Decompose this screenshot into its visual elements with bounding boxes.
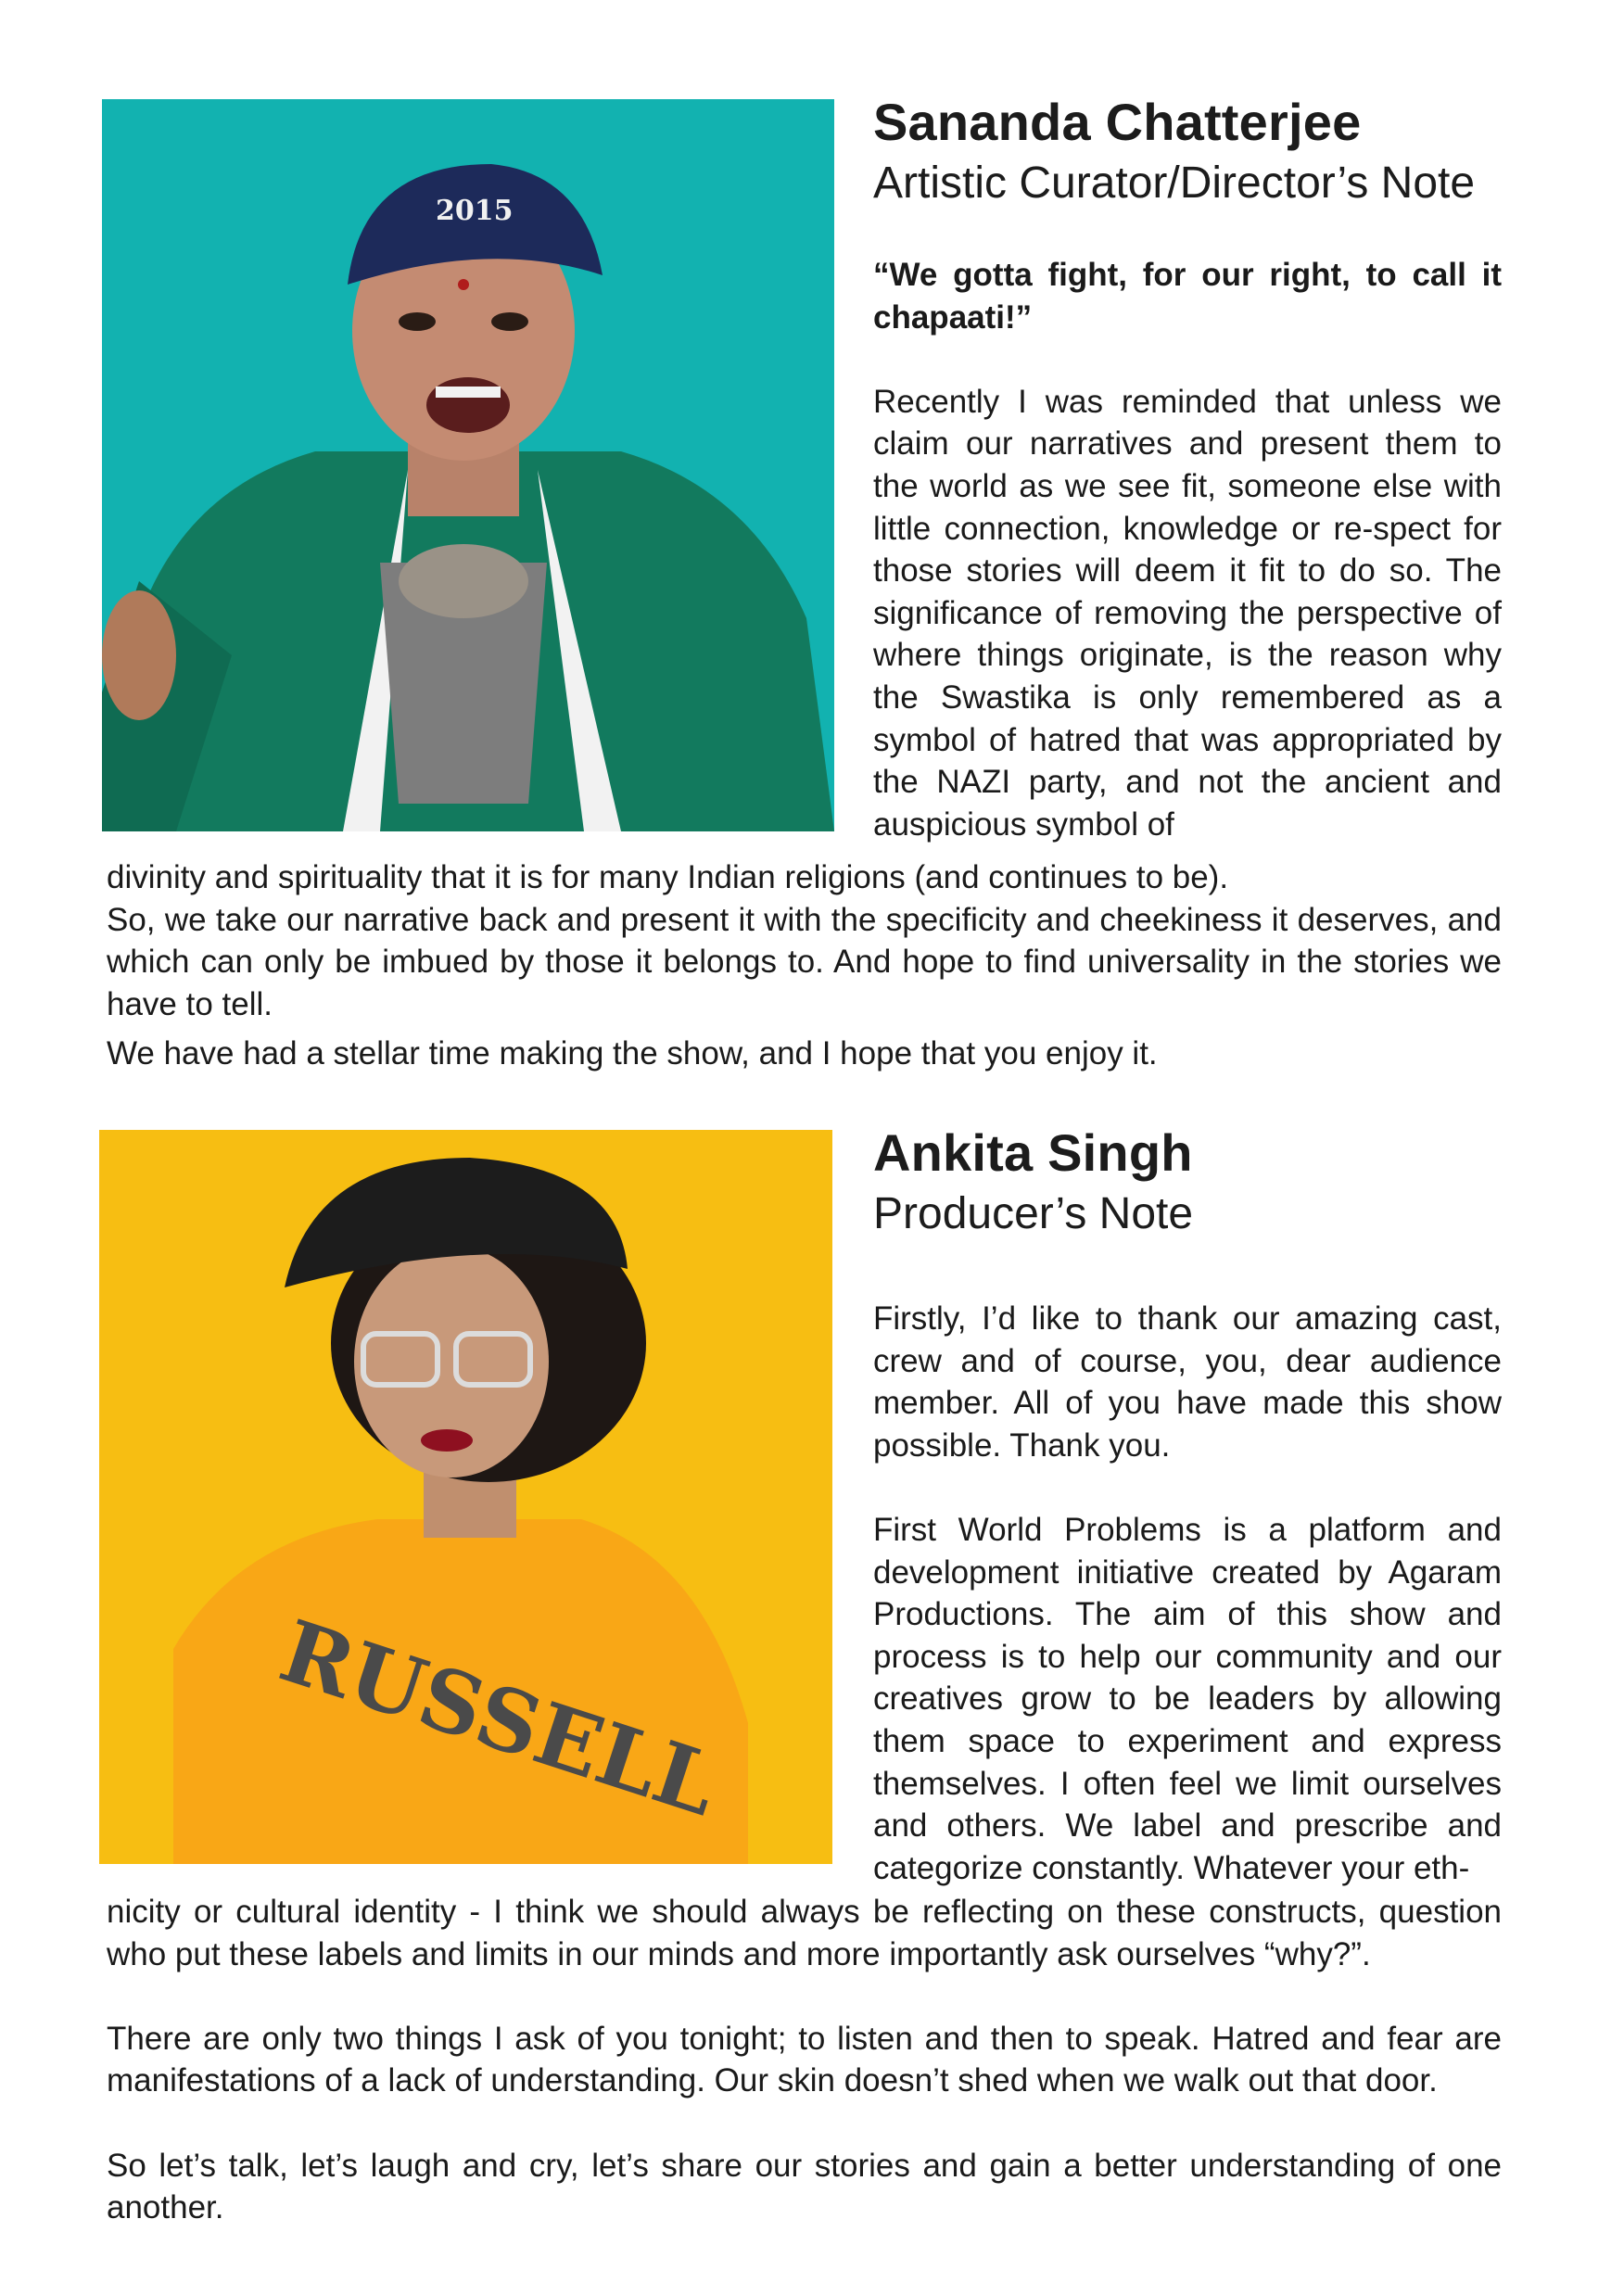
note-paragraph: There are only two things I ask of you tonight; to listen and then to speak. Hatred and fear are manifestations of a lack of understanding. Our skin doesn’t shed when we walk out that door.: [107, 2020, 1502, 2099]
note-paragraph: Recently I was reminded that unless we claim our narratives and present them to the world as we see fit, someone else with little connection, knowledge or re-spect for those stories will deem it fit to do so. The significance of removing the perspective of where things originate, is the reason why the Swastika is only remembered as a symbol of hatred that was appropriated by the NAZI party, and not the ancient and auspicious symbol of: [873, 383, 1502, 843]
note-paragraph: Firstly, I’d like to thank our amazing cast, crew and of course, you, dear audience member. All of you have made this show possible. Thank you.: [873, 1300, 1502, 1464]
note-paragraph: First World Problems is a platform and development initiative created by Agaram Productions. The aim of this show and process is to help our community and our creatives grow to be leaders by allowing them space to experiment and express themselves. I often feel we limit ourselves and others. We label and prescribe and categorize constantly. Whatever your eth-: [873, 1511, 1502, 1886]
portrait-photo-sananda: [102, 99, 834, 831]
portrait-photo-ankita: [99, 1130, 832, 1864]
sweatshirt-logo-text: RUSSELL: [269, 1601, 730, 1836]
person-name: Ankita Singh: [873, 1123, 1193, 1182]
role-title: Producer’s Note: [873, 1189, 1194, 1238]
note-paragraph: We have had a stellar time making the show, and I hope that you enjoy it.: [107, 1035, 1158, 1072]
note-paragraph: So, we take our narrative back and present it with the specificity and cheekiness it deserves, and which can only be imbued by those it belongs to. And hope to find universality in the stories we have to tell.: [107, 901, 1502, 1022]
cap-logo-text: 2015: [436, 195, 514, 227]
pull-quote: “We gotta fight, for our right, to call it chapaati!”: [873, 257, 1502, 336]
producer-note-side-column: [873, 1298, 1502, 1889]
producer-note-continuation: [107, 1891, 1502, 2229]
person-name: Sananda Chatterjee: [873, 93, 1362, 151]
note-paragraph: nicity or cultural identity - I think we should always be reflecting on these constructs, question who put these labels and limits in our minds and more importantly ask ourselves “why?”.: [107, 1894, 1502, 1972]
director-note-side-column: [873, 254, 1502, 845]
director-note-continuation: [107, 856, 1502, 1075]
role-title: Artistic Curator/Director’s Note: [873, 158, 1476, 208]
note-paragraph: So let’s talk, let’s laugh and cry, let’s share our stories and gain a better understanding of one another.: [107, 2147, 1502, 2226]
note-paragraph: divinity and spirituality that it is for many Indian religions (and continues to be).: [107, 859, 1229, 895]
